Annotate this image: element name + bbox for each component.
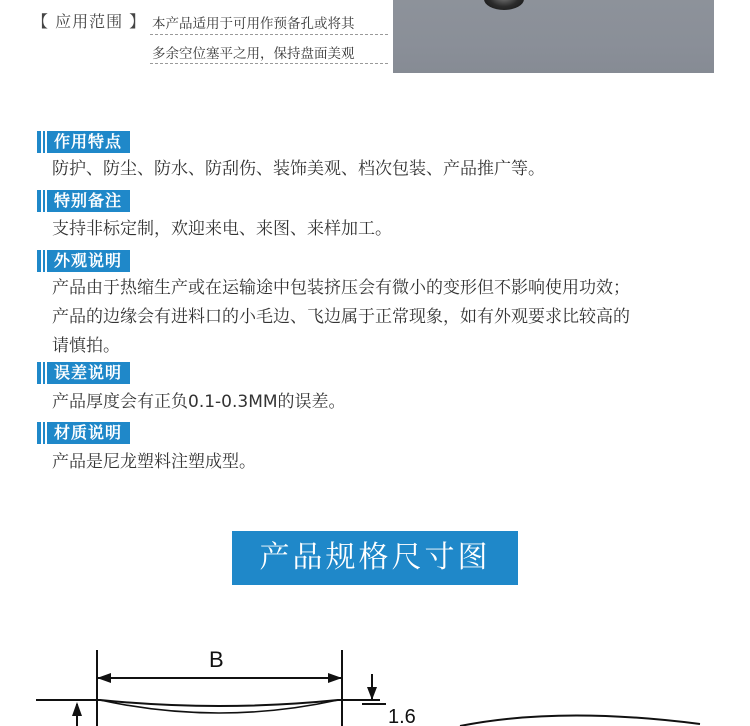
dimension-label-thickness: 1.6	[388, 706, 416, 726]
section-body-material	[52, 448, 732, 477]
application-range-tag: 【 应用范围 】	[32, 12, 147, 31]
dimension-label-b: B	[209, 647, 224, 672]
section-header-features	[37, 131, 130, 153]
dashed-divider	[150, 34, 388, 35]
dimension-drawing	[0, 630, 750, 726]
arrow-left	[97, 673, 111, 683]
section-header-tolerance	[37, 362, 130, 384]
product-photo-object	[484, 0, 524, 10]
section-text-line: 产品是尼龙塑料注塑成型。	[52, 452, 256, 472]
section-body-appearance	[52, 274, 732, 361]
part-outline	[36, 700, 380, 706]
section-text-line: 产品厚度会有正负0.1-0.3MM的误差。	[52, 392, 346, 412]
section-title: 误差说明	[47, 362, 130, 384]
section-text-line: 支持非标定制，欢迎来电、来图、来样加工。	[52, 219, 392, 239]
section-body-special-notes	[52, 215, 732, 244]
section-text-line: 防护、防尘、防水、防刮伤、装饰美观、档次包装、产品推广等。	[52, 159, 545, 179]
arrow-height	[72, 702, 82, 716]
section-header-special-notes	[37, 190, 130, 212]
section-text-line: 请慎拍。	[52, 336, 120, 356]
section-title: 特别备注	[47, 190, 130, 212]
product-photo	[393, 0, 714, 73]
application-range-line-2: 多余空位塞平之用，保持盘面美观	[152, 46, 355, 62]
section-title: 外观说明	[47, 250, 130, 272]
section-header-appearance	[37, 250, 130, 272]
section-title: 作用特点	[47, 131, 130, 153]
section-text-line: 产品由于热缩生产或在运输途中包装挤压会有微小的变形但不影响使用功效；	[52, 278, 630, 298]
section-title: 材质说明	[47, 422, 130, 444]
arrow-right	[328, 673, 342, 683]
spec-dimension-title: 产品规格尺寸图	[232, 531, 518, 585]
section-text-line: 产品的边缘会有进料口的小毛边、飞边属于正常现象，如有外观要求比较高的	[52, 307, 630, 327]
section-body-features	[52, 155, 732, 184]
application-range-block	[0, 0, 750, 80]
dashed-divider	[150, 63, 388, 64]
side-view-profile	[460, 715, 700, 726]
arrow-thickness	[367, 687, 377, 700]
section-body-tolerance	[52, 388, 732, 417]
section-header-material	[37, 422, 130, 444]
application-range-line-1: 本产品适用于可用作预备孔或将其	[152, 16, 355, 32]
